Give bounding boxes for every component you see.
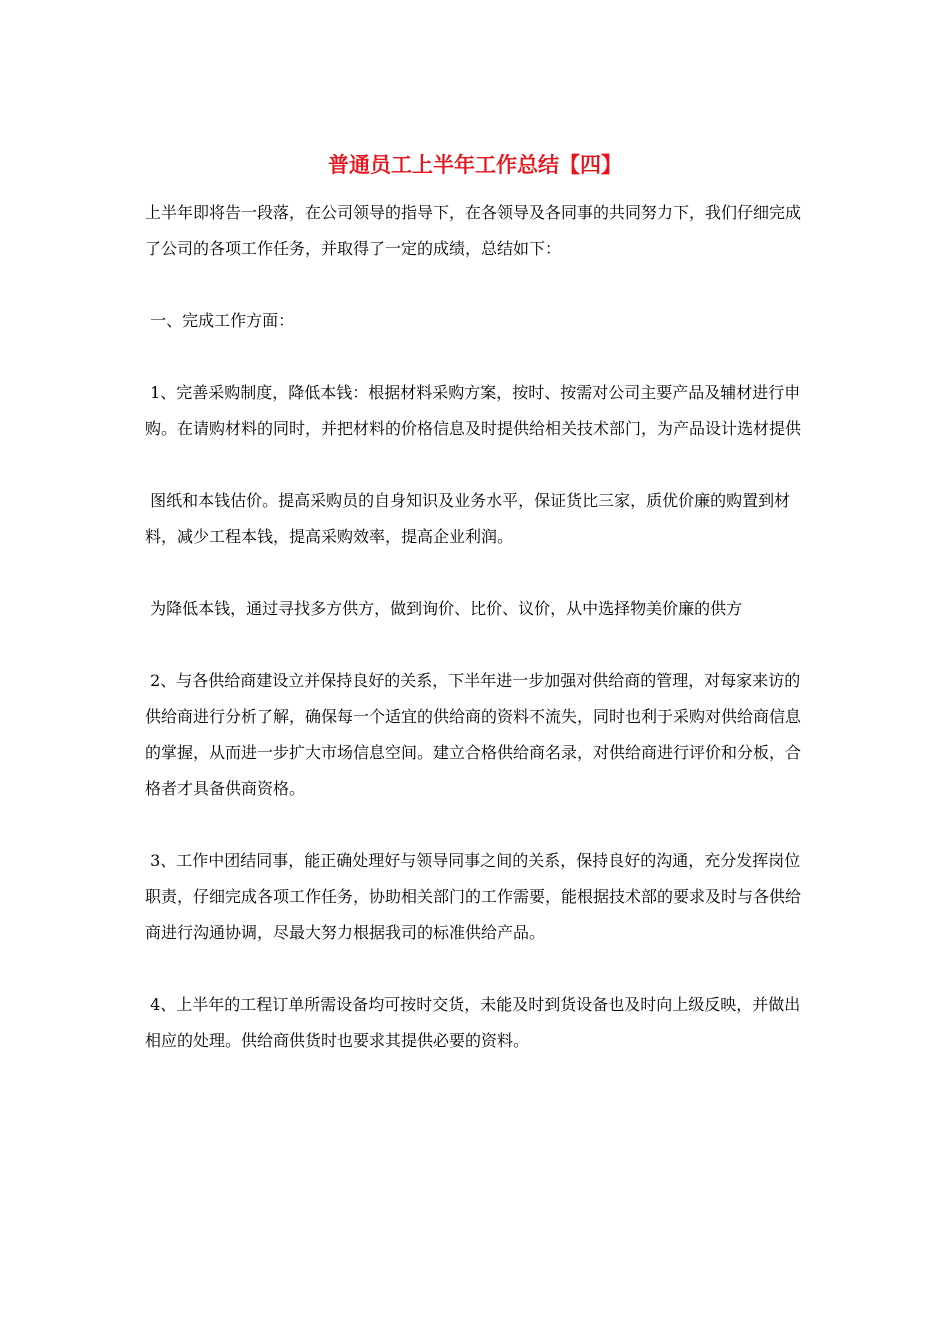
- paragraph-spacer: [145, 267, 807, 303]
- paragraph-spacer: [145, 807, 807, 843]
- document-body: [145, 195, 807, 1059]
- item-2-paragraph: 2、与各供给商建设立并保持良好的关系，下半年进一步加强对供给商的管理，对每家来访的供给商进行分析了解，确保每一个适宜的供给商的资料不流失，同时也利于采购对供给商信息的掌握，从而进一步扩大市场信息空间。建立合格供给商名录，对供给商进行评价和分板，合格者才具备供商资格。: [145, 671, 802, 798]
- item-3-paragraph: 3、工作中团结同事，能正确处理好与领导同事之间的关系，保持良好的沟通，充分发挥岗位职责，仔细完成各项工作任务，协助相关部门的工作需要，能根据技术部的要求及时与各供给商进行沟通协调，尽最大努力根据我司的标准供给产品。: [145, 851, 802, 942]
- item-1-paragraph: 1、完善采购制度，降低本钱：根据材料采购方案，按时、按需对公司主要产品及辅材进行申购。在请购材料的同时，并把材料的价格信息及时提供给相关技术部门，为产品设计选材提供: [145, 383, 802, 438]
- item-4-paragraph: 4、上半年的工程订单所需设备均可按时交货，未能及时到货设备也及时向上级反映，并做出相应的处理。供给商供货时也要求其提供必要的资料。: [145, 995, 801, 1050]
- paragraph-spacer: [145, 447, 807, 483]
- paragraph-spacer: [145, 339, 807, 375]
- paragraph-spacer: [145, 555, 807, 591]
- cost-reduction-paragraph: 为降低本钱，通过寻找多方供方，做到询价、比价、议价，从中选择物美价廉的供方: [145, 599, 743, 618]
- document-title: 普通员工上半年工作总结【四】: [328, 152, 622, 177]
- item-1-continued-paragraph: 图纸和本钱估价。提高采购员的自身知识及业务水平，保证货比三家，质优价廉的购置到材料，减少工程本钱，提高采购效率，提高企业利润。: [145, 491, 791, 546]
- section-heading: 一、完成工作方面：: [145, 311, 295, 330]
- paragraph-spacer: [145, 627, 807, 663]
- paragraph-spacer: [145, 951, 807, 987]
- intro-paragraph: 上半年即将告一段落，在公司领导的指导下，在各领导及各同事的共同努力下，我们仔细完成了公司的各项工作任务，并取得了一定的成绩，总结如下：: [145, 203, 802, 258]
